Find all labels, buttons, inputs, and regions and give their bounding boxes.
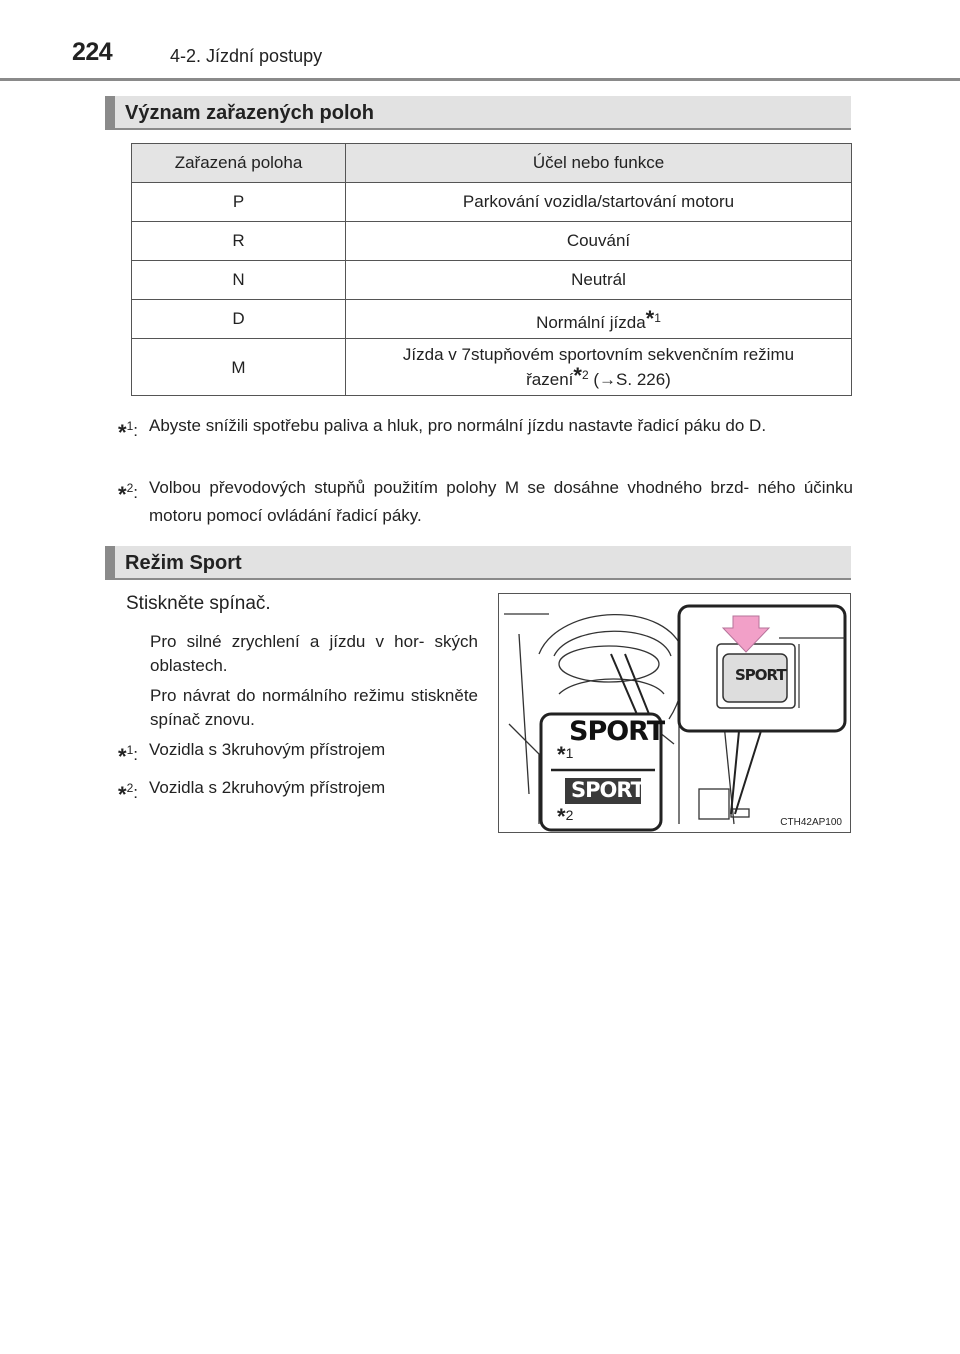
section-heading-sport-mode	[105, 546, 851, 580]
table-cell-position: D	[132, 300, 346, 339]
table-row	[132, 222, 852, 261]
table-cell-function: Parkování vozidla/startování motoru	[346, 183, 852, 222]
asterisk-icon: *	[118, 482, 127, 507]
dashboard-drawing	[499, 594, 851, 833]
footnote-1: *$^1$: Abyste snížili spotřebu paliva a hluk, pro normální jízdu nastavte řadicí páku do D.	[118, 412, 853, 440]
footnote-marker: *2	[573, 363, 589, 388]
function-text-line1: Jízda v 7stupňovém sportovním sekvenčním režimu	[402, 345, 795, 364]
table-cell-function	[346, 300, 852, 339]
table-header-function: Účel nebo funkce	[346, 144, 852, 183]
asterisk-icon: *	[118, 782, 127, 807]
page-number: 224	[72, 38, 113, 66]
indicator-label-2-ring: SPORT	[571, 778, 644, 802]
section-heading-bar	[105, 546, 115, 578]
table-cell-position: P	[132, 183, 346, 222]
table-header-row	[132, 144, 852, 183]
paragraph: Pro silné zrychlení a jízdu v hor- ských oblastech.	[150, 632, 478, 675]
paragraph: Pro návrat do normálního režimu stiskněte spínač znovu.	[150, 686, 478, 729]
footnote-text: Vozidla s 2kruhovým přístrojem	[149, 778, 386, 797]
asterisk-icon: *	[118, 744, 127, 769]
table-cell-function: Couvání	[346, 222, 852, 261]
table-cell-function	[346, 339, 852, 396]
instruction-text: Stiskněte spínač.	[126, 593, 271, 614]
section-heading-title: Režim Sport	[125, 552, 242, 574]
table-row	[132, 261, 852, 300]
indicator-label-3-ring: SPORT	[569, 716, 665, 747]
asterisk-icon: *	[118, 420, 127, 445]
footnote-text: Vozidla s 3kruhovým přístrojem	[149, 740, 386, 759]
figure-asterisk-2: *2	[557, 804, 574, 829]
sport-switch-illustration	[498, 593, 851, 833]
section-heading-shift-positions	[105, 96, 851, 130]
table-cell-function: Neutrál	[346, 261, 852, 300]
table-cell-position: M	[132, 339, 346, 396]
asterisk-icon: *	[557, 804, 566, 829]
table-row	[132, 183, 852, 222]
footnote-3: *$^1$: Vozidla s 3kruhovým přístrojem	[118, 736, 478, 764]
asterisk-icon: *	[645, 305, 655, 331]
table-header-position: Zařazená poloha	[132, 144, 346, 183]
section-heading-bar	[105, 96, 115, 128]
asterisk-icon: *	[573, 363, 582, 388]
figure-asterisk-1: *1	[557, 742, 574, 767]
table-row	[132, 300, 852, 339]
asterisk-icon: *	[557, 742, 566, 767]
footnote-text: Abyste snížili spotřebu paliva a hluk, pro normální jízdu nastavte řadicí páku do D.	[149, 416, 767, 435]
figure-code: CTH42AP100	[780, 817, 842, 828]
footnote-text: Volbou převodových stupňů použitím polohy M se dosáhne vhodného brzd- ného účinku motoru pomocí ovládání řadicí páky.	[149, 478, 853, 525]
function-text-line2: řazení	[526, 370, 574, 389]
page-header	[0, 0, 960, 80]
table-cell-position: N	[132, 261, 346, 300]
table-cell-position: R	[132, 222, 346, 261]
footnote-marker: *1	[645, 305, 661, 331]
footnote-4: *$^2$: Vozidla s 2kruhovým přístrojem	[118, 774, 478, 802]
footnote-2: *$^2$: Volbou převodových stupňů použitím polohy M se dosáhne vhodného brzd- ného účinku motoru pomocí ovládání řadicí páky.	[118, 474, 853, 530]
table-row	[132, 339, 852, 396]
page-reference-link[interactable]: (→S. 226)	[593, 370, 671, 389]
sport-button-label: SPORT	[735, 666, 786, 684]
shift-position-table	[131, 143, 852, 396]
header-rule	[0, 78, 960, 81]
section-reference: 4-2. Jízdní postupy	[170, 46, 323, 66]
section-heading-title: Význam zařazených poloh	[125, 102, 374, 124]
function-text: Normální jízda	[536, 312, 646, 332]
